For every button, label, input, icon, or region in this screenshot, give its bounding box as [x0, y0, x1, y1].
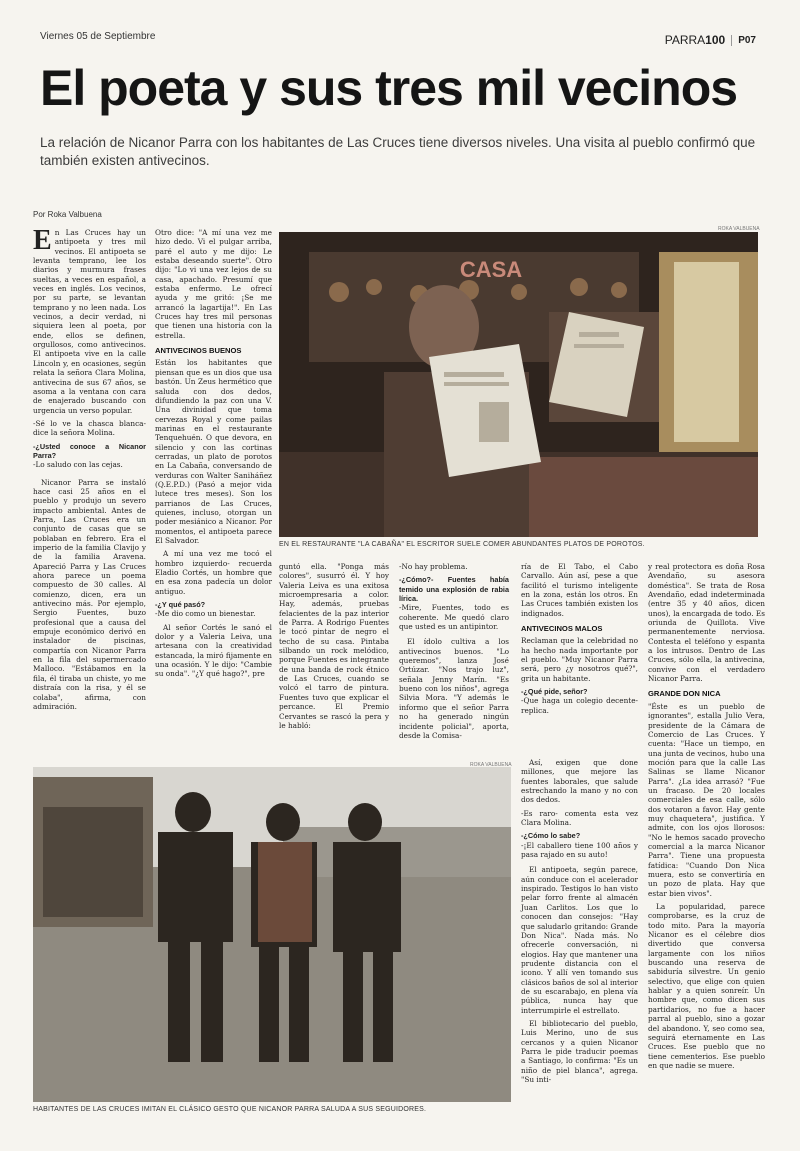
photo-credit: ROKA VALBUENA	[718, 226, 760, 232]
residents-photo	[33, 767, 511, 1102]
article-paragraph: ría de El Tabo, el Cabo Carvallo. Aún así, pese a que facilitó el turismo inteligente en la zona, están los otros. En Las Cruces también existen los indignados.	[521, 562, 638, 618]
article-column-3	[279, 562, 389, 734]
quote-line: -Es raro- comenta esta vez Clara Molina.	[521, 808, 638, 828]
article-column-5-top	[521, 562, 638, 719]
article-paragraph: A mí una vez me tocó el hombro izquierdo- recuerda Eladio Cortés, un hombre que en esa zona padecía un dolor antiguo.	[155, 549, 272, 596]
article-paragraph: Están los habitantes que piensan que es un dios que usa bastón. Un Zeus hermético que saluda con dos dedos, difundiendo la paz con una V. Una divinidad que toma cervezas Royal y come pailas marinas en el restaurante Tenquehuén. O que devora, en silencio y con las cortinas cerradas, un plato de porotos en La Cabaña, conversando de verduras con Walter Saniháñez (Q.E.P.D.) (Pasó a mejor vida lutece tres meses). Son los parrianos de Las Cruces, quienes, incluso, otorgan un poder mesiánico a Nicanor. Por momentos, el antipoeta parece El Salvador.	[155, 358, 272, 545]
quote-line: -Mire, Fuentes, todo es coherente. Me quedó claro que usted es un antipintor.	[399, 603, 509, 632]
quote-line: -No hay problema.	[399, 562, 468, 571]
interview-question: -¿Cómo?- Fuentes había temido una explosión de rabia lírica.	[399, 575, 509, 604]
article-paragraph: Otro dice: "A mí una vez me hizo dedo. Vi el pulgar arriba, paré el auto y me dijo: Le estaba deseando suerte". Otro dijo: "Lo vi una vez lejos de su casa, apachado. Presumí que estaba enfermo. Le ofrecí ayuda y me gritó: ¡Se me arrancó la lagartija!". En Las Cruces hay tres mil personas que tienen una historia con la estrella.	[155, 228, 272, 340]
article-paragraph: "Éste es un pueblo de ignorantes", estalla Julio Vera, presidente de la Cámara de Comercio de Las Cruces. Y cuenta: "Hace un tiempo, en una junta de vecinos, hubo una moción para que la calle Las Salinas se llame Nicanor Parra". ¿La idea arrasó? "Fue un fracaso. De 20 locales comerciales de esa calle, sólo dos votaron a favor. Hay gente muy chaquetera", justifica. Y admite, con los ojos llorosos: "No le hemos sacado provecho comercial a la marca Nicanor Parra". Tiene una propuesta fatídica: "Cuando Don Nica muera, esto se convertiría en un pozo de plata. Hay que estar bien vivos".	[648, 701, 765, 898]
subheading: GRANDE DON NICA	[648, 689, 721, 699]
restaurant-photo-art	[279, 232, 758, 537]
article-paragraph: Reclaman que la celebridad no ha hecho nada importante por el pueblo. "Muy Nicanor Parra será, pero ¿y nosotros qué?", grita un habitante.	[521, 636, 638, 683]
article-paragraph: La popularidad, parece comprobarse, es la cruz de todo mito. Para la mayoría Nicanor es el célebre dios divertido que conversa largamente con los niños buscando una reserva de sabiduría silvestre. Un genio selectivo, que elige con quien hablar y a quien sonreír. Un hombre que, como dicen sus partidarios, no fue a hacer parral al pueblo, sino a gozar del abandono. Y, seo como sea, seguirá eternamente en Las Cruces. Ese pueblo que no tiene cementerios. Ese pueblo en que nadie se muere.	[648, 902, 765, 1070]
article-paragraph: El antipoeta, según parece, aún conduce con el acelerador inspirado. Testigos lo han visto pelar forro frente al almacén Juan Carlitos. Los que lo conocen dan consejos: "Hay que saludarlo gritando: Grande Don Nica". Nada más. No ofrecerle conversación, ni elogios. Hay que mantener una prudente distancia con el icono. Y allí ven tomando sus clásicos baños de sol al interior de su escarabajo, en plena vía pública, nunca hay que interrumpirle el estrellato.	[521, 865, 638, 1015]
article-column-6	[648, 562, 765, 1074]
photo-caption: EN EL RESTAURANTE "LA CABAÑA" EL ESCRITOR SUELE COMER ABUNDANTES PLATOS DE POROTOS.	[279, 541, 645, 548]
article-paragraph: El bibliotecario del pueblo, Luis Merino, uno de sus cercanos y a quien Nicanor Parra le pide traducir poemas a Santiago, lo confirma: "Es un niño de piel blanca", agrega. "Su inti-	[521, 1018, 638, 1084]
article-paragraph: El ídolo cultiva a los antivecinos buenos. "Lo queremos", lanza José Ortúzar. "Nos trajo luz", señala Jenny Marín. "Es bueno con los niños", agrega Silvia Mora. "Y además le informo que el señor Parra no ha generado ningún incidente policial", aporta, desde la Comisa-	[399, 637, 509, 740]
section-header	[665, 33, 756, 47]
article-column-4	[399, 562, 509, 744]
byline: Por Roka Valbuena	[33, 210, 102, 219]
quote-line: -Que haga un colegio decente- replica.	[521, 696, 638, 715]
quote-line: -Sé lo ve la chasca blanca- dice la señora Molina.	[33, 418, 146, 438]
article-paragraph: guntó ella. "Ponga más colores", susurró él. Y hoy Valeria Leiva es una exitosa microempresaria a color. Hay, además, pruebas felacientes de la paz interior de Parra. A Rodrigo Fuentes le tocó pintar de negro el techo de su casa. Pintaba silbando un rock melódico, porque Fuentes es integrante de una banda de rock étnico de Las Cruces, cuando se volcó el tarro de pintura. Fuentes tuvo que explicar el percance. El Premio Cervantes se rascó la pera y le habló:	[279, 562, 389, 730]
article-column-2	[155, 228, 272, 683]
quote-line: -¡El caballero tiene 100 años y pasa rajado en su auto!	[521, 840, 638, 860]
article-column-5-bottom	[521, 758, 638, 1088]
issue-date: Viernes 05 de Septiembre	[40, 31, 156, 42]
deck: La relación de Nicanor Parra con los habitantes de Las Cruces tiene diversos niveles. Una visita al pueblo confirmó que también existen antivecinos.	[40, 135, 756, 168]
interview-question: -¿Usted conoce a Nicanor Parra?	[33, 441, 146, 460]
article-paragraph: y real protectora es doña Rosa Avendaño, su asesora doméstica". Se trata de Rosa Avendaño, edad indeterminada (entre 35 y 40 años, dicen unos), la encargada de todo. Es oriunda de Quillota. Vive permanentemente nerviosa. Contesta el teléfono y espanta a los intrusos. Dentro de Las Cruces, sólo ella, la antivecina, convive con el verdadero Nicanor Parra.	[648, 562, 765, 684]
interview-question: -¿Qué pide, señor?	[521, 687, 588, 697]
interview-question: -¿Cómo lo sabe?	[521, 831, 581, 841]
photo-credit: ROKA VALBUENA	[470, 762, 512, 768]
article-column-1	[33, 225, 146, 715]
article-paragraph: En Las Cruces hay un antipoeta y tres mil vecinos. El antipoeta se levanta temprano, lee los diarios y murmura frases sueltas, a veces en español, a veces en inglés. Los vecinos, por su parte, se levantan temprano y no leen nada. Los vecinos, a decir verdad, ni siquiera leen al poeta, por ende, ellos se definen, orgullosos, como antivecinos. El antipoeta vive en la calle Lincoln y, en ocasiones, según relata la señora Clara Molina, antivecina de sus 67 años, se asoma a la ventana con cara de enajerado buscando con urgencia un verso popular.	[33, 225, 146, 415]
shop-sign: CASA	[459, 257, 523, 282]
photo-caption: HABITANTES DE LAS CRUCES IMITAN EL CLÁSICO GESTO QUE NICANOR PARRA SALUDA A SUS SEGUIDORES.	[33, 1106, 427, 1113]
article-paragraph: Nicanor Parra se instaló hace casi 25 años en el pueblo y produjo un severo impacto ambiental. Antes de Parra, Las Cruces era un conjunto de casas que se poblaban en febrero. Era el imperio de la familia Clavijo y de la familia Aravena. Apareció Parra y Las Cruces ahora parece un poema compuesto de 30 calles. Al comienzo, dicen, era un antivecino más. Por ejemplo, Sergio Fuentes, buzo profesional que a causa del empuje económico derivó en instalador de piscinas, compartía con Nicanor Parra en la fila del supermercado Malloco. "Estábamos en la fila, él tiraba un chiste, yo me distraía con la risa, y él se colaba", afirma, con admiración.	[33, 477, 146, 711]
subheading: ANTIVECINOS MALOS	[521, 624, 603, 634]
quote-line: -Lo saludo con las cejas.	[33, 460, 123, 470]
subheading: ANTIVECINOS BUENOS	[155, 346, 242, 356]
page-number: P07	[731, 35, 756, 46]
article-paragraph: Así, exigen que done millones, que mejore las fuentes laborales, que salude estrechando la mano y no con dos dedos.	[521, 758, 638, 805]
restaurant-photo	[279, 232, 758, 537]
headline: El poeta y sus tres mil vecinos	[40, 60, 738, 116]
section-name: PARRA100	[664, 33, 726, 47]
drop-cap: E	[33, 225, 52, 256]
article-paragraph: Al señor Cortés le sanó el dolor y a Valeria Leiva, una artesana con la creatividad estancada, la miró fijamente en una ocasión. Y le dijo: "Cambie su onda". "¿Y qué hago?", pre	[155, 622, 272, 679]
interview-question: -¿Y qué pasó?	[155, 600, 206, 610]
quote-line: -Me dio como un bienestar.	[155, 609, 256, 619]
residents-photo-art	[33, 767, 511, 1102]
